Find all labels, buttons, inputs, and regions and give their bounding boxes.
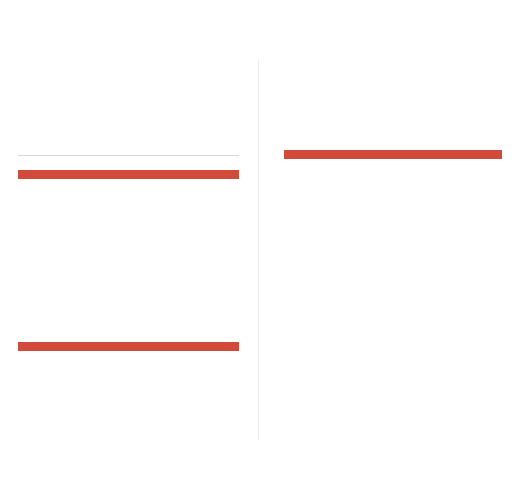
left-page [18, 66, 239, 426]
toc-row-preface[interactable] [18, 144, 239, 156]
chapter-2-header[interactable] [18, 342, 239, 351]
chapter-3-header[interactable] [284, 150, 502, 159]
chapter-1-header[interactable] [18, 170, 239, 179]
right-page [284, 86, 502, 436]
page-gutter [258, 60, 259, 440]
